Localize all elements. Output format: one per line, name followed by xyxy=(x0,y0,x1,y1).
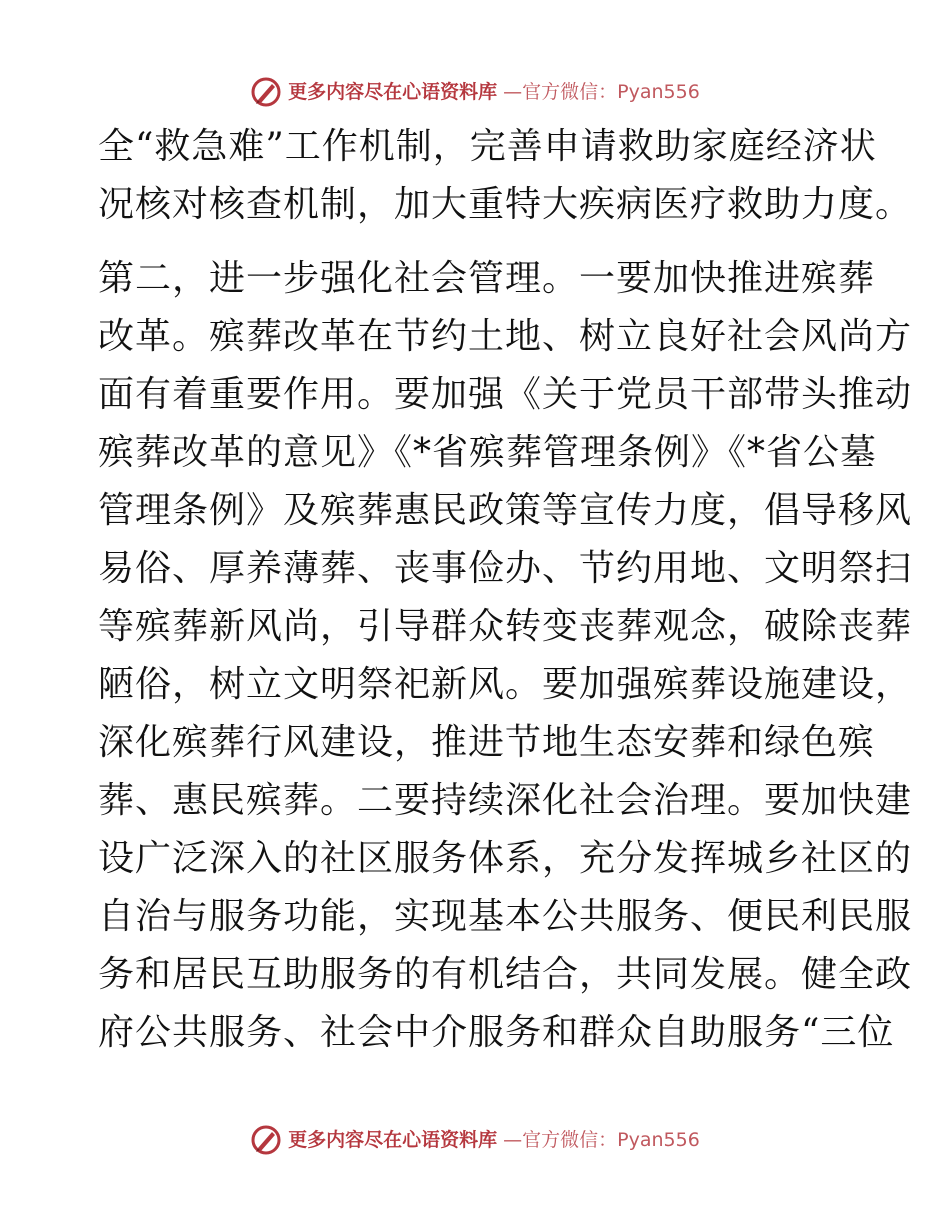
text-line: 改革。殡葬改革在节约土地、树立良好社会风尚方 xyxy=(98,316,913,357)
text-line: 殡葬改革的意见》《*省殡葬管理条例》《*省公墓 xyxy=(98,432,878,473)
text-line: 陋俗，树立文明祭祀新风。要加强殡葬设施建设， xyxy=(98,664,913,705)
text-line: 深化殡葬行风建设，推进节地生态安葬和绿色殡 xyxy=(98,722,876,763)
footer-watermark xyxy=(0,1124,950,1156)
text-line: 全“救急难”工作机制，完善申请救助家庭经济状 xyxy=(98,126,877,167)
text-line: 自治与服务功能，实现基本公共服务、便民利民服 xyxy=(98,896,913,937)
text-line: 设广泛深入的社区服务体系，充分发挥城乡社区的 xyxy=(98,838,913,879)
text-line: 等殡葬新风尚，引导群众转变丧葬观念，破除丧葬 xyxy=(98,606,913,647)
watermark-contact-text: —官方微信：Pyan556 xyxy=(503,1128,700,1151)
pen-logo-icon xyxy=(250,1124,282,1156)
watermark-main-text: 更多内容尽在心语资料库 xyxy=(288,80,498,103)
text-line: 第二，进一步强化社会管理。一要加快推进殡葬 xyxy=(98,258,876,299)
header-watermark xyxy=(0,76,950,108)
text-line: 葬、惠民殡葬。二要持续深化社会治理。要加快建 xyxy=(98,780,913,821)
text-line: 府公共服务、社会中介服务和群众自助服务“三位 xyxy=(98,1012,895,1053)
text-line: 管理条例》及殡葬惠民政策等宣传力度，倡导移风 xyxy=(98,490,913,531)
text-line: 易俗、厚养薄葬、丧事俭办、节约用地、文明祭扫 xyxy=(98,548,913,589)
pen-logo-icon xyxy=(250,76,282,108)
text-line: 务和居民互助服务的有机结合，共同发展。健全政 xyxy=(98,954,913,995)
text-line: 面有着重要作用。要加强《关于党员干部带头推动 xyxy=(98,374,913,415)
watermark-contact-text: —官方微信：Pyan556 xyxy=(503,80,700,103)
watermark-main-text: 更多内容尽在心语资料库 xyxy=(288,1128,498,1151)
text-line: 况核对核查机制，加大重特大疾病医疗救助力度。 xyxy=(98,184,913,225)
